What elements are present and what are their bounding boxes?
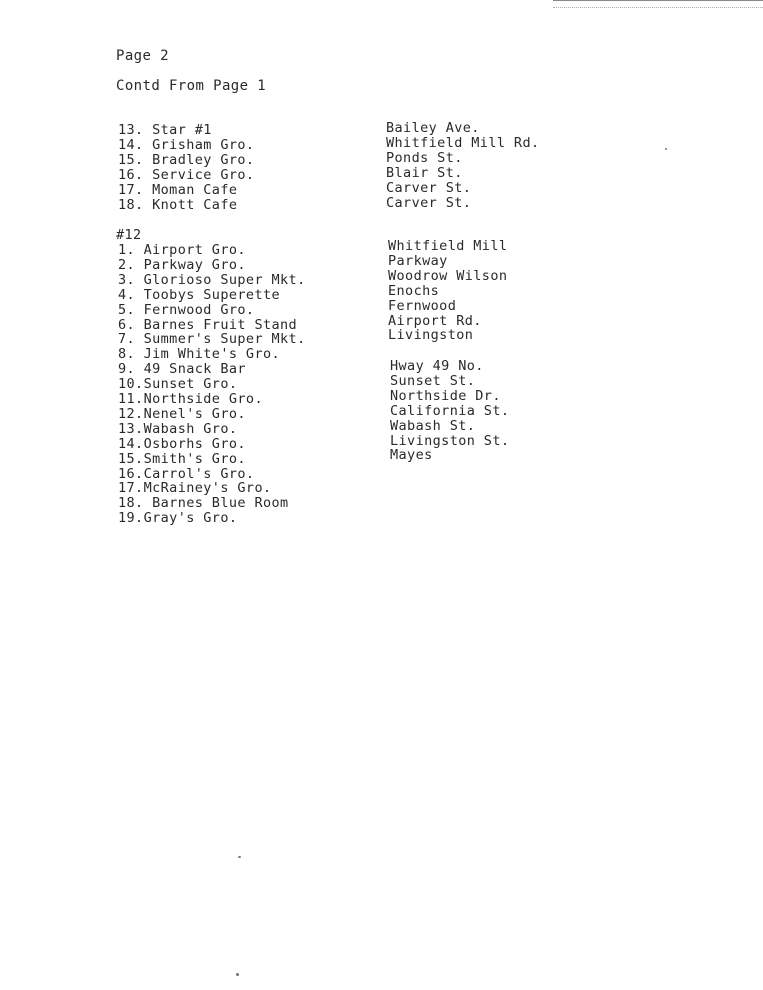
section-label: #12	[116, 227, 142, 243]
store-street: Carver St.	[386, 194, 472, 211]
store-name: 19.Gray's Gro.	[118, 510, 238, 527]
store-name: 9. 49 Snack Bar	[118, 361, 246, 378]
store-street: Enochs	[388, 282, 440, 299]
store-name: 7. Summer's Super Mkt.	[118, 331, 306, 348]
scan-edge-mark	[553, 0, 763, 8]
store-street: Hway 49 No.	[390, 358, 484, 374]
store-street: Ponds St.	[386, 149, 463, 166]
store-name: 15. Bradley Gro.	[118, 151, 255, 168]
store-name: 16. Service Gro.	[118, 166, 255, 183]
store-street: Northside Dr.	[390, 387, 501, 404]
store-street: Whitfield Mill	[388, 238, 508, 254]
store-name: 11.Northside Gro.	[118, 391, 263, 407]
store-name: 8. Jim White's Gro.	[118, 346, 281, 363]
store-name: 13. Star #1	[118, 122, 212, 138]
page-number: Page 2	[116, 48, 169, 64]
store-street: Livingston St.	[390, 432, 510, 449]
store-name: 6. Barnes Fruit Stand	[118, 316, 298, 333]
store-street: Livingston	[388, 327, 474, 344]
store-name: 10.Sunset Gro.	[118, 376, 238, 393]
store-street: Whitfield Mill Rd.	[386, 134, 540, 151]
store-name: 14. Grisham Gro.	[118, 136, 255, 153]
store-street: Sunset St.	[390, 372, 476, 389]
store-street: Woodrow Wilson	[388, 267, 508, 284]
store-street: Parkway	[388, 252, 448, 269]
scan-speck	[236, 973, 239, 976]
scan-speck	[238, 856, 241, 858]
store-street: Wabash St.	[390, 417, 476, 434]
store-street: Bailey Ave.	[386, 120, 480, 136]
store-name: 13.Wabash Gro.	[118, 420, 238, 437]
store-name: 2. Parkway Gro.	[118, 256, 246, 273]
store-name: 16.Carrol's Gro.	[118, 465, 255, 482]
store-name: 17.McRainey's Gro.	[118, 480, 272, 497]
store-name: 18. Barnes Blue Room	[118, 495, 289, 512]
store-name: 1. Airport Gro.	[118, 242, 246, 258]
store-street: Airport Rd.	[388, 312, 482, 329]
store-street: Fernwood	[388, 297, 457, 314]
store-street: Carver St.	[386, 179, 472, 196]
store-street: Mayes	[390, 447, 433, 464]
store-name: 3. Glorioso Super Mkt.	[118, 271, 306, 288]
store-name: 17. Moman Cafe	[118, 181, 238, 198]
store-street: Blair St.	[386, 164, 463, 181]
store-name: 4. Toobys Superette	[118, 286, 281, 303]
store-name: 12.Nenel's Gro.	[118, 405, 246, 422]
scan-speck	[665, 148, 667, 150]
continued-note: Contd From Page 1	[116, 78, 267, 94]
store-name: 15.Smith's Gro.	[118, 450, 246, 467]
store-name: 18. Knott Cafe	[118, 196, 238, 213]
store-name: 14.Osborhs Gro.	[118, 435, 246, 452]
store-street: California St.	[390, 402, 510, 419]
store-name: 5. Fernwood Gro.	[118, 301, 255, 318]
